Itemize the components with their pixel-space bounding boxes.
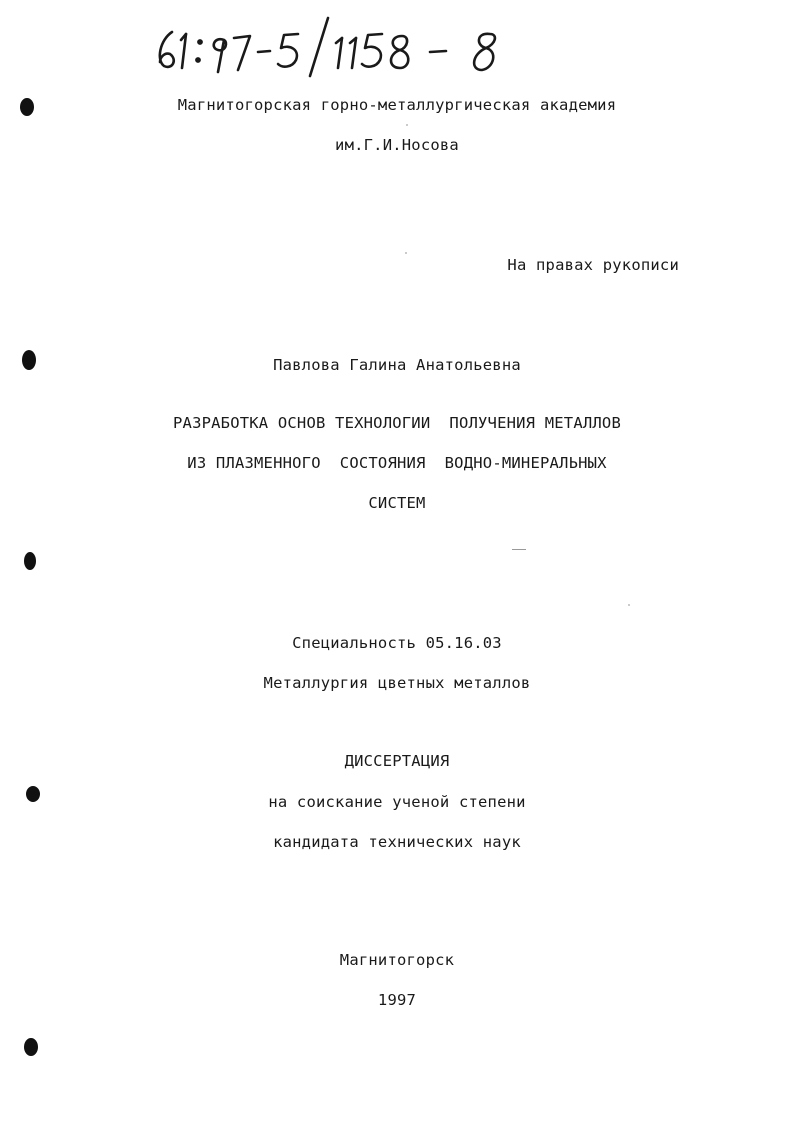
- institution-name: Магнитогорская горно-металлургическая академия: [177, 96, 617, 114]
- year: 1997: [377, 991, 417, 1009]
- binding-hole-5: [24, 1038, 38, 1056]
- degree-level: кандидата технических наук: [273, 833, 521, 851]
- degree-purpose: на соискание ученой степени: [268, 793, 526, 811]
- institution-named-after: им.Г.И.Носова: [335, 136, 459, 154]
- manuscript-rights-note: На правах рукописи: [507, 256, 679, 274]
- scan-stroke: [512, 549, 526, 550]
- specialty-code: Специальность 05.16.03: [292, 634, 502, 652]
- dissertation-title-line-2: ИЗ ПЛАЗМЕННОГО СОСТОЯНИЯ ВОДНО-МИНЕРАЛЬНЫХ: [187, 454, 607, 472]
- dissertation-title-line-3: СИСТЕМ: [368, 494, 426, 512]
- dissertation-title-line-1: РАЗРАБОТКА ОСНОВ ТЕХНОЛОГИИ ПОЛУЧЕНИЯ МЕТАЛЛОВ: [173, 414, 621, 432]
- archive-code-handwriting: [150, 10, 520, 80]
- author-name: Павлова Галина Анатольевна: [273, 356, 521, 374]
- scan-speck: [628, 604, 630, 606]
- document-type: ДИССЕРТАЦИЯ: [344, 752, 450, 770]
- binding-hole-3: [24, 552, 36, 570]
- scan-speck: [406, 124, 408, 126]
- city: Магнитогорск: [339, 951, 455, 969]
- specialty-name: Металлургия цветных металлов: [263, 674, 531, 692]
- scan-speck: [405, 252, 407, 254]
